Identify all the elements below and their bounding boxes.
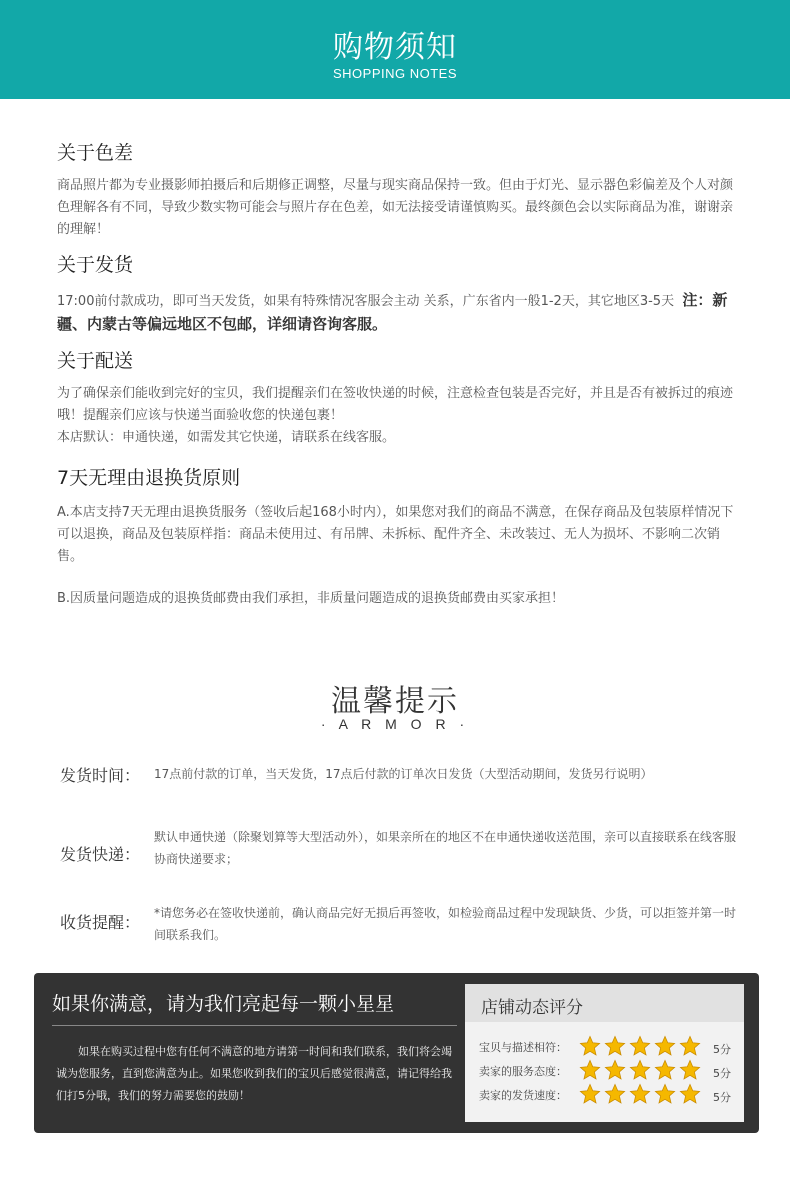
delivery-body-2: 本店默认：申通快递，如需发其它快递，请联系在线客服。 <box>57 430 396 445</box>
star-icon <box>679 1083 701 1105</box>
rating-request-box <box>34 973 759 1133</box>
rating-label: 卖家的发货速度： <box>479 1089 567 1102</box>
section-title: 关于配送 <box>57 350 134 372</box>
star-rating <box>579 1083 704 1105</box>
star-icon <box>654 1035 676 1057</box>
rating-panel-header <box>465 984 744 1022</box>
delivery-body-1: 为了确保亲们能收到完好的宝贝，我们提醒亲们在签收快递的时候，注意检查包装是否完好，并且是否有被拆过的痕迹哦！提醒亲们应该与快递当面验收您的快递包裹！ <box>57 386 734 423</box>
shipping-note: 注：新疆、内蒙古等偏远地区不包邮，详细请咨询客服。 <box>57 291 728 333</box>
shipping-body-text: 17:00前付款成功，即可当天发货，如果有特殊情况客服会主动 关系，广东省内一般1-2天，其它地区3-5天 <box>57 294 675 309</box>
tip-text: 默认申通快递（除聚划算等大型活动外），如果亲所在的地区不在申通快递收送范围，亲可以直接联系在线客服协商快递要求； <box>154 830 737 866</box>
star-icon <box>604 1083 626 1105</box>
star-icon <box>579 1083 601 1105</box>
star-icon <box>629 1059 651 1081</box>
section-title: 关于色差 <box>57 142 134 164</box>
tip-label: 收货提醒： <box>60 913 141 932</box>
tip-text: 17点前付款的订单，当天发货，17点后付款的订单次日发货（大型活动期间，发货另行说明） <box>154 767 653 781</box>
tip-label: 发货时间： <box>60 766 141 785</box>
rating-score: 5分 <box>713 1043 731 1056</box>
star-icon <box>679 1059 701 1081</box>
return-para-b: B.因质量问题造成的退换货邮费由我们承担，非质量问题造成的退换货邮费由买家承担！ <box>57 591 565 606</box>
star-icon <box>679 1035 701 1057</box>
section-title: 7天无理由退换货原则 <box>57 467 241 489</box>
header-title: 购物须知 <box>333 30 457 65</box>
rating-score: 5分 <box>713 1067 731 1080</box>
rating-request-title: 如果你满意，请为我们亮起每一颗小星星 <box>52 993 395 1015</box>
star-icon <box>629 1035 651 1057</box>
section-body <box>57 289 737 337</box>
rating-score: 5分 <box>713 1091 731 1104</box>
rating-label: 卖家的服务态度： <box>479 1065 567 1078</box>
tips-subtitle: · A R M O R · <box>320 716 470 732</box>
star-rating <box>579 1035 704 1057</box>
section-body: 商品照片都为专业摄影师拍摄后和后期修正调整，尽量与现实商品保持一致。但由于灯光、显示器色彩偏差及个人对颜色理解各有不同，导致少数实物可能会与照片存在色差，如无法接受请谨慎购买。最终颜色会以实际商品为准，谢谢亲的理解！ <box>57 178 734 237</box>
color-difference-section <box>57 138 737 241</box>
rating-row-shipping-speed <box>479 1083 734 1107</box>
tips-title: 温馨提示 <box>331 684 459 719</box>
divider <box>52 1025 457 1026</box>
delivery-section <box>57 346 737 449</box>
section-body <box>57 502 737 610</box>
star-icon <box>579 1059 601 1081</box>
star-icon <box>654 1059 676 1081</box>
star-icon <box>654 1083 676 1105</box>
tip-label: 发货快递： <box>60 845 141 864</box>
shop-rating-panel <box>465 984 744 1122</box>
rating-request-text: 如果在购买过程中您有任何不满意的地方请第一时间和我们联系，我们将会竭诚为您服务，直到您满意为止。如果您收到我们的宝贝后感觉很满意，请记得给我们打5分哦，我们的努力需要您的鼓励！ <box>56 1045 452 1102</box>
star-icon <box>629 1083 651 1105</box>
star-icon <box>604 1035 626 1057</box>
shopping-notes-header <box>0 0 790 99</box>
return-policy-section <box>57 463 737 610</box>
rating-panel-title: 店铺动态评分 <box>481 998 583 1018</box>
section-body <box>57 383 737 449</box>
rating-row-service <box>479 1059 734 1083</box>
star-icon <box>604 1059 626 1081</box>
section-title: 关于发货 <box>57 254 134 276</box>
header-subtitle: SHOPPING NOTES <box>332 66 458 81</box>
shipping-section <box>57 250 737 337</box>
return-para-a: A.本店支持7天无理由退换货服务（签收后起168小时内），如果您对我们的商品不满意，在保存商品及包装原样情况下可以退换，商品及包装原样指：商品未使用过、有吊牌、未拆标、配件齐全、未改装过、无人为损坏、不影响二次销售。 <box>57 505 734 564</box>
rating-row-description <box>479 1035 734 1059</box>
tip-text: *请您务必在签收快递前，确认商品完好无损后再签收，如检验商品过程中发现缺货、少货，可以拒签并第一时间联系我们。 <box>154 906 737 942</box>
star-icon <box>579 1035 601 1057</box>
star-rating <box>579 1059 704 1081</box>
rating-label: 宝贝与描述相符： <box>479 1041 567 1054</box>
